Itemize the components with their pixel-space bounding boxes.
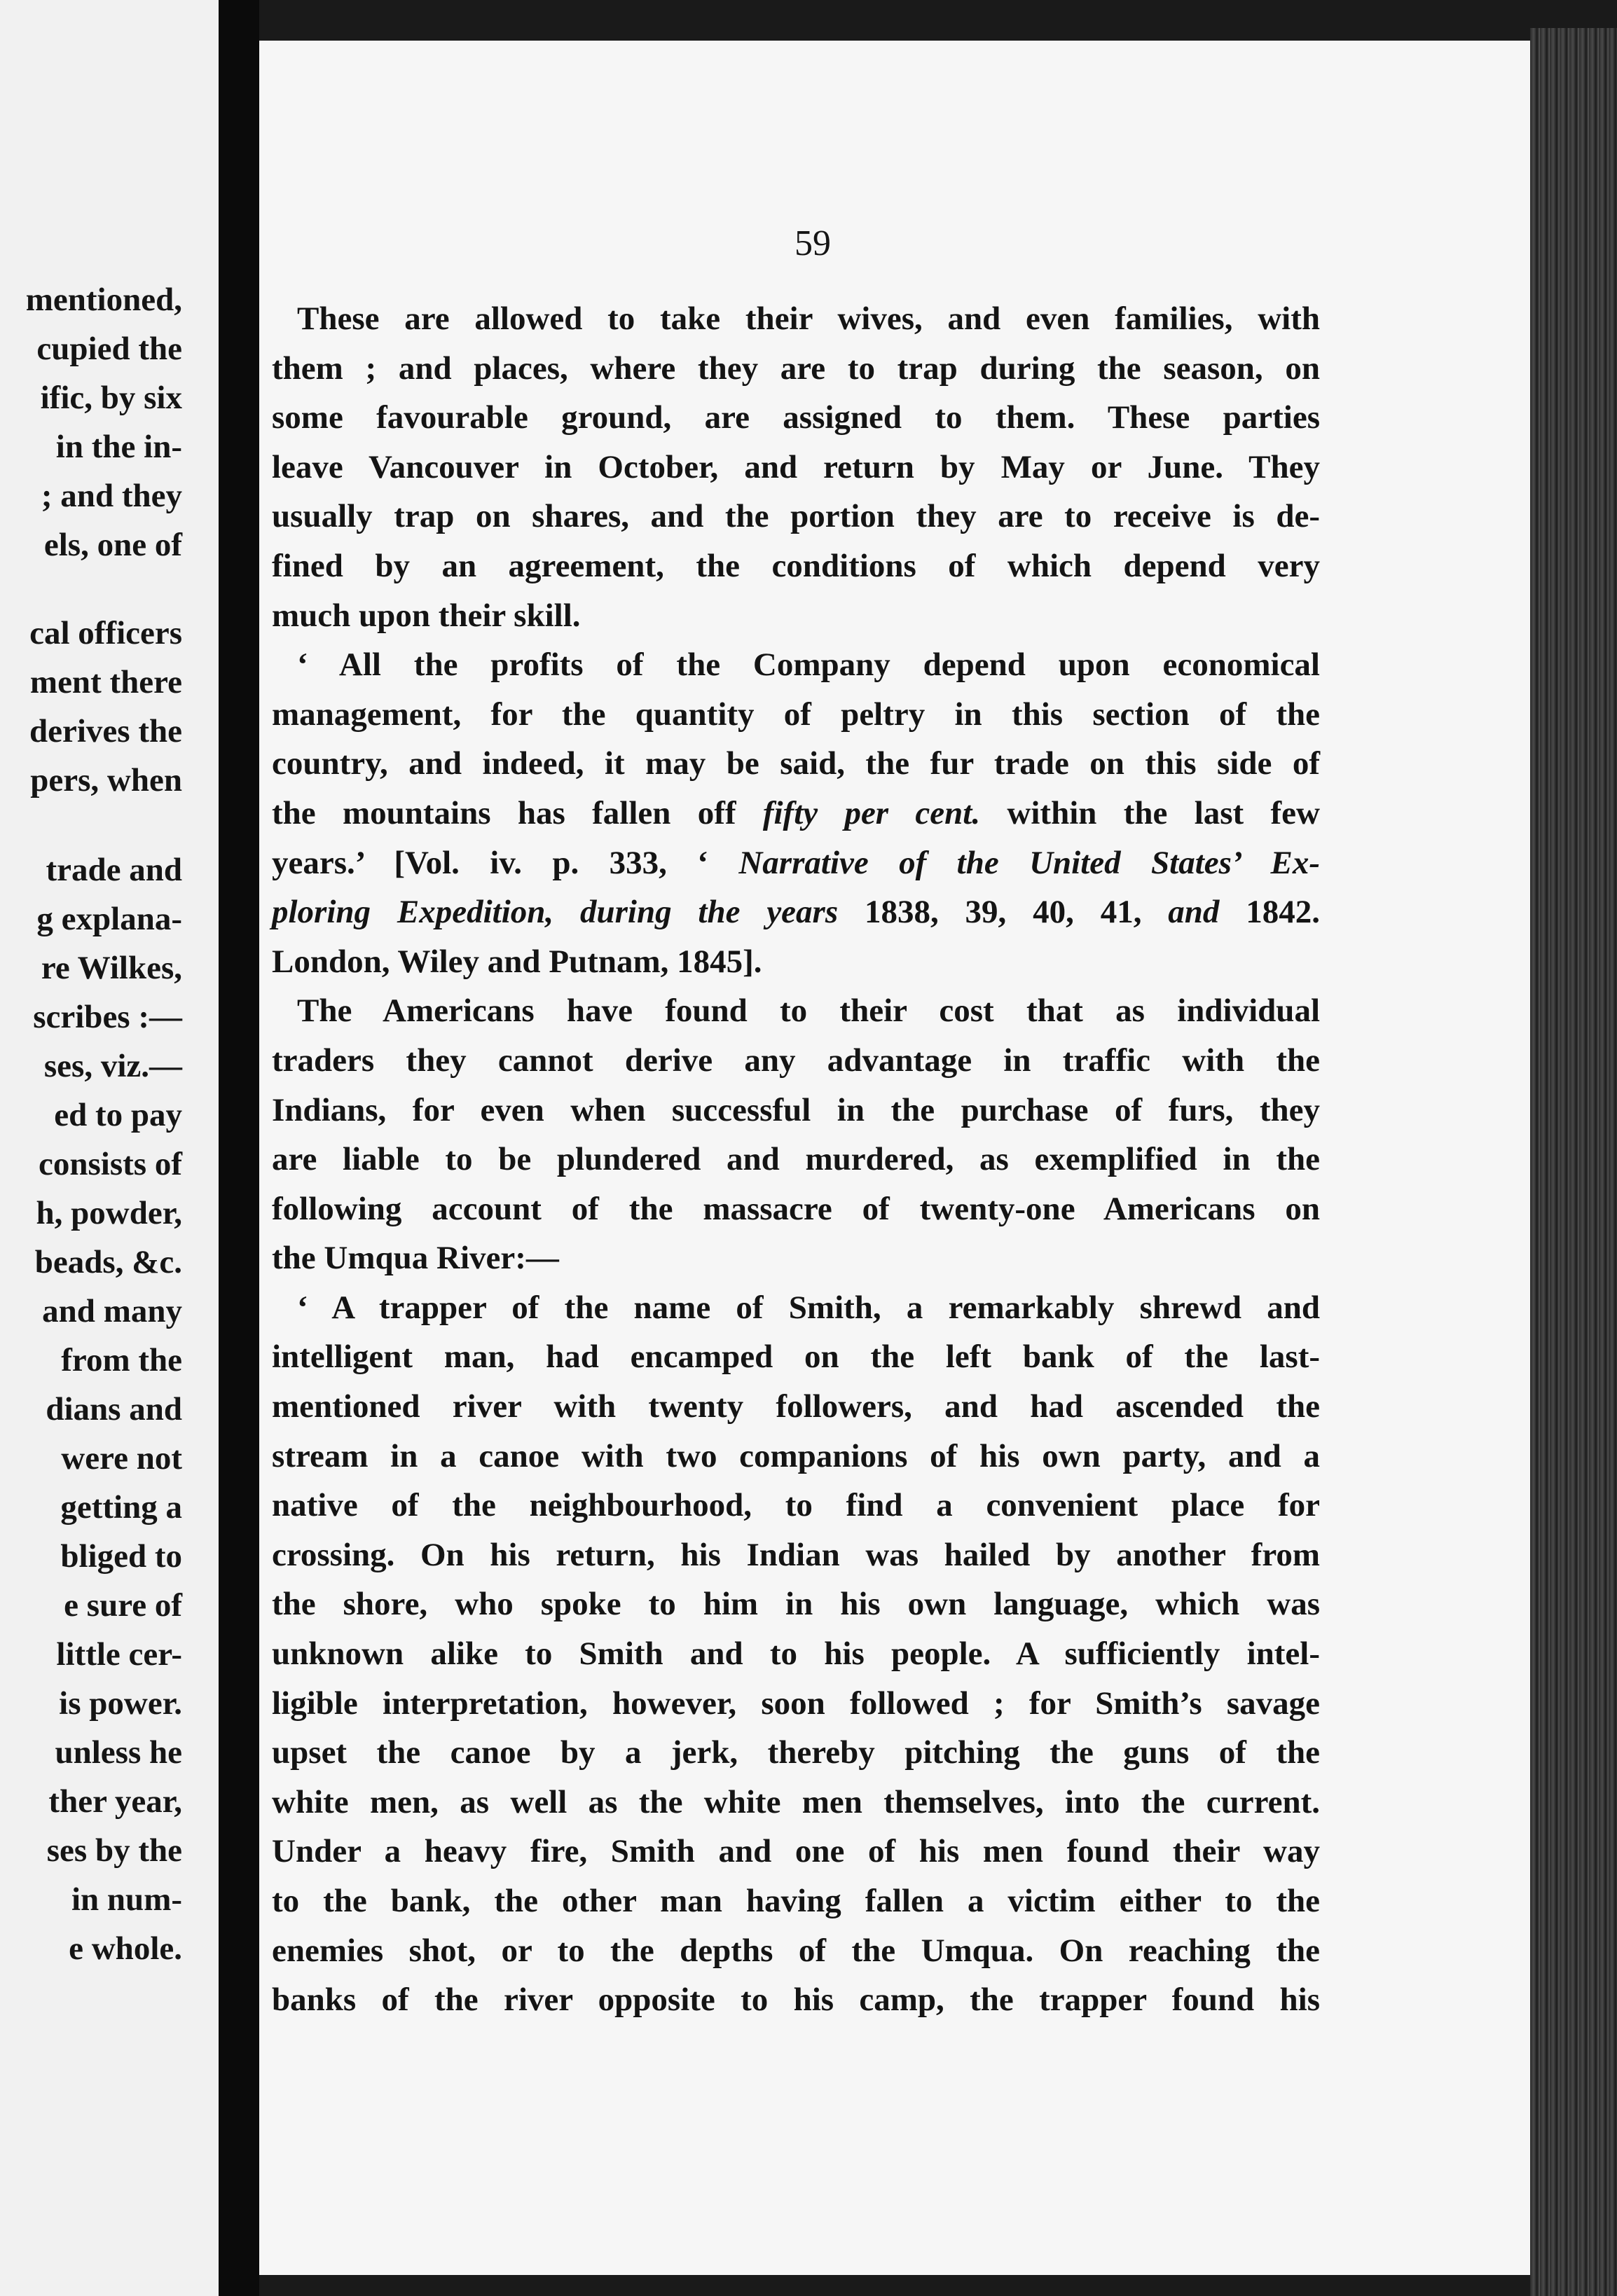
- text-line: intelligent man, had encamped on the left bank of the last-: [272, 1339, 1320, 1376]
- text-line: usually trap on shares, and the portion they are to receive is de-: [272, 498, 1320, 535]
- text-line: crossing. On his return, his Indian was hailed by another from: [272, 1536, 1320, 1573]
- left-page-line: g explana-: [36, 901, 182, 937]
- italic-run: fifty per cent.: [762, 794, 981, 831]
- left-page-line: mentioned,: [25, 282, 182, 318]
- book-gutter: [219, 0, 259, 2296]
- left-page-line: pers, when: [30, 762, 182, 798]
- left-page-line: cal officers: [29, 615, 182, 651]
- text-line: ‘ A trapper of the name of Smith, a remarkably shrewd and: [297, 1289, 1320, 1326]
- text-run: within the last few: [980, 794, 1320, 831]
- left-page-line: ses, viz.—: [43, 1048, 182, 1084]
- text-line: mentioned river with twenty followers, and had ascended the: [272, 1388, 1320, 1425]
- left-page-line: ses by the: [46, 1832, 182, 1869]
- page-edge: [1530, 28, 1617, 2296]
- left-page-line: els, one of: [43, 527, 182, 563]
- text-line: to the bank, the other man having fallen a victim either to the: [272, 1883, 1320, 1919]
- text-run: years.’ [Vol. iv. p. 333, ‘: [272, 844, 739, 881]
- text-line: much upon their skill.: [272, 597, 581, 634]
- text-line: banks of the river opposite to his camp, the trapper found his: [272, 1982, 1320, 2019]
- text-line: country, and indeed, it may be said, the fur trade on this side of: [272, 745, 1320, 782]
- text-line: These are allowed to take their wives, and even families, with: [297, 300, 1320, 337]
- text-line: white men, as well as the white men themselves, into the current.: [272, 1783, 1320, 1820]
- text-run: 1838, 39, 40, 41,: [838, 894, 1169, 931]
- text-line: Indians, for even when successful in the purchase of furs, they: [272, 1091, 1320, 1128]
- text-line: some favourable ground, are assigned to them. These parties: [272, 399, 1320, 436]
- italic-run: and: [1168, 894, 1220, 931]
- text-line: native of the neighbourhood, to find a convenient place for: [272, 1487, 1320, 1524]
- left-page-line: in num-: [71, 1881, 182, 1918]
- left-page-line: is power.: [59, 1685, 182, 1722]
- text-line: [272, 838, 1320, 888]
- page-number: 59: [794, 223, 831, 263]
- italic-run: Narrative of the United States’ Ex-: [738, 844, 1320, 881]
- text-line: upset the canoe by a jerk, thereby pitching the guns of the: [272, 1734, 1320, 1771]
- text-line: Under a heavy fire, Smith and one of his men found their way: [272, 1833, 1320, 1870]
- left-page-line: in the in-: [55, 429, 182, 465]
- text-line: The Americans have found to their cost that as individual: [297, 993, 1320, 1030]
- text-line: traders they cannot derive any advantage in traffic with the: [272, 1042, 1320, 1079]
- text-line: leave Vancouver in October, and return by May or June. They: [272, 448, 1320, 485]
- left-page-line: re Wilkes,: [41, 950, 182, 986]
- left-page-line: ment there: [29, 664, 182, 700]
- text-line: them ; and places, where they are to trap during the season, on: [272, 350, 1320, 387]
- left-page-line: getting a: [60, 1489, 182, 1526]
- text-line: [272, 887, 1320, 937]
- left-page-line: and many: [42, 1293, 182, 1329]
- text-line: the Umqua River:—: [272, 1240, 559, 1277]
- left-page-line: consists of: [39, 1146, 182, 1182]
- text-line: [272, 789, 1320, 838]
- left-page-line: ific, by six: [40, 380, 182, 416]
- left-page-fragment: [0, 0, 219, 2296]
- left-page-line: ed to pay: [54, 1097, 182, 1133]
- left-page-line: cupied the: [36, 331, 182, 367]
- left-page-line: ; and they: [41, 478, 182, 514]
- left-page-line: trade and: [46, 852, 182, 888]
- left-page-line: derives the: [29, 713, 182, 749]
- text-line: London, Wiley and Putnam, 1845].: [272, 943, 762, 980]
- left-page-line: e whole.: [69, 1930, 182, 1967]
- left-page-line: little cer-: [56, 1636, 182, 1673]
- text-line: enemies shot, or to the depths of the Umqua. On reaching the: [272, 1932, 1320, 1969]
- text-line: ligible interpretation, however, soon followed ; for Smith’s savage: [272, 1685, 1320, 1722]
- left-page-line: bliged to: [60, 1538, 182, 1575]
- text-line: ‘ All the profits of the Company depend upon economical: [297, 646, 1320, 684]
- left-page-line: beads, &c.: [34, 1244, 182, 1280]
- left-page-line: h, powder,: [36, 1195, 182, 1231]
- left-page-line: from the: [61, 1342, 182, 1378]
- left-page-line: ther year,: [48, 1783, 182, 1820]
- text-line: the shore, who spoke to him in his own language, which was: [272, 1586, 1320, 1623]
- text-line: fined by an agreement, the conditions of which depend very: [272, 547, 1320, 584]
- italic-run: ploring Expedition, during the years: [272, 894, 839, 931]
- text-run: the mountains has fallen off: [272, 794, 763, 831]
- text-run: 1842.: [1219, 894, 1321, 931]
- text-line: management, for the quantity of peltry in this section of the: [272, 696, 1320, 733]
- body-text: [272, 294, 1320, 2025]
- left-page-line: scribes :—: [33, 999, 182, 1035]
- left-page-line: unless he: [55, 1734, 182, 1771]
- left-page-line: e sure of: [64, 1587, 182, 1624]
- left-page-line: dians and: [46, 1391, 182, 1427]
- text-line: stream in a canoe with two companions of his own party, and a: [272, 1437, 1320, 1474]
- text-line: are liable to be plundered and murdered, as exemplified in the: [272, 1141, 1320, 1178]
- text-line: unknown alike to Smith and to his people. A sufficiently intel-: [272, 1635, 1320, 1673]
- left-page-line: were not: [61, 1440, 182, 1477]
- text-line: following account of the massacre of twenty-one Americans on: [272, 1190, 1320, 1227]
